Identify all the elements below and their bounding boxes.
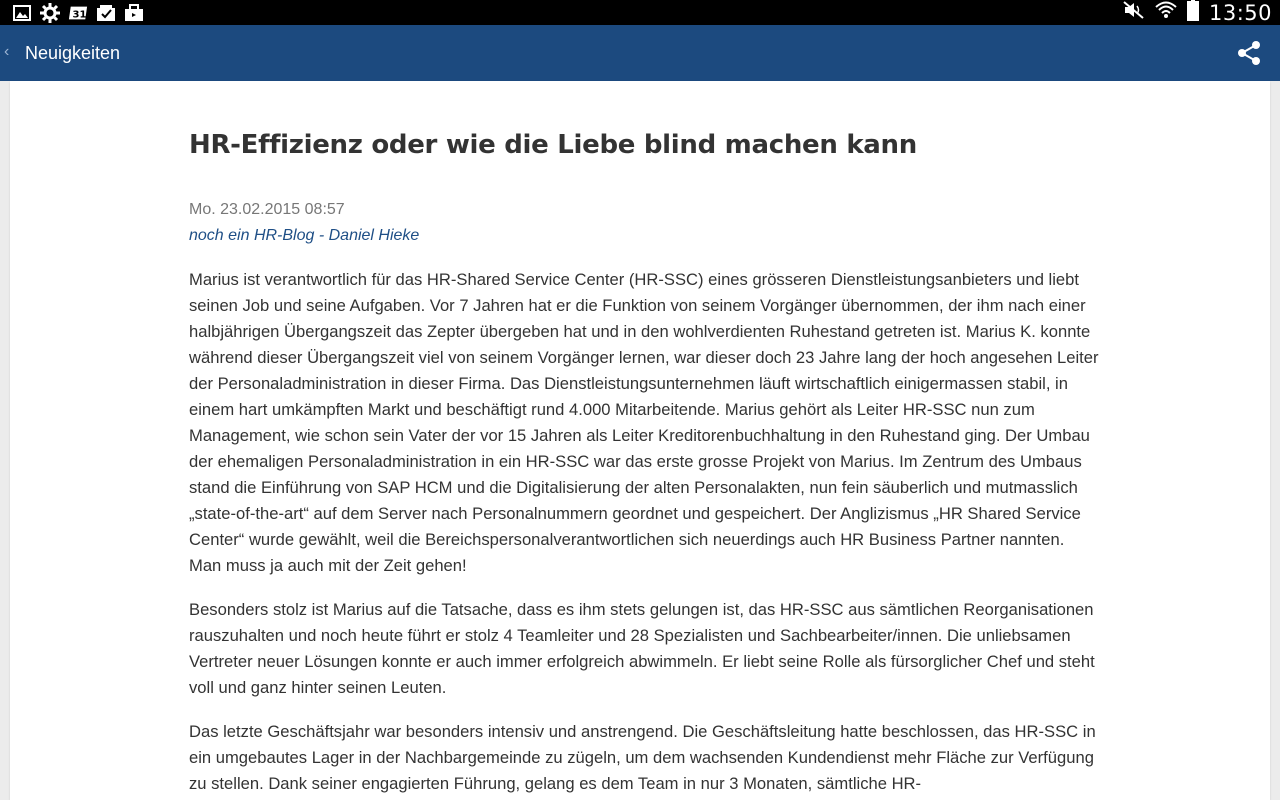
app-bar-title: Neuigkeiten bbox=[25, 43, 121, 63]
svg-text:31: 31 bbox=[72, 9, 87, 21]
image-icon bbox=[12, 4, 32, 21]
back-button[interactable]: ‹ bbox=[4, 43, 10, 60]
briefcase-icon bbox=[124, 4, 144, 21]
article-source-link[interactable]: noch ein HR-Blog - Daniel Hieke bbox=[189, 227, 420, 244]
wifi-icon bbox=[1155, 0, 1177, 25]
share-icon[interactable] bbox=[1236, 40, 1262, 66]
notification-icons bbox=[12, 4, 144, 21]
checklist-icon bbox=[96, 4, 116, 21]
status-bar bbox=[0, 0, 1280, 25]
article-title: HR-Effizienz oder wie die Liebe blind machen kann bbox=[189, 130, 917, 160]
article-date: Mo. 23.02.2015 08:57 bbox=[189, 201, 345, 218]
article bbox=[189, 126, 1099, 797]
calendar-icon bbox=[68, 4, 88, 21]
article-paragraph: Marius ist verantwortlich für das HR-Shared Service Center (HR-SSC) eines grösseren Dienstleistungsanbieters und liebt seinen Job und seine Aufgaben. Vor 7 Jahren hat er die Funktion von seinem Vorgänger übernommen, der ihm nach einer halbjährigen Übergangszeit das Zepter übergeben hat und in den wohlverdienten Ruhestand getreten ist. Marius K. konnte während dieser Übergangszeit viel von seinem Vorgänger lernen, war dieser doch 23 Jahre lang der hoch angesehen Leiter der Personaladministration in dieser Firma. Das Dienstleistungsunternehmen läuft wirtschaftlich einigermassen stabil, in einem hart umkämpften Markt und beschäftigt rund 4.000 Mitarbeitende. Marius gehört als Leiter HR-SSC nun zum Management, wie schon sein Vater der vor 15 Jahren als Leiter Kreditorenbuchhaltung in den Ruhestand ging. Der Umbau der ehemaligen Personaladministration in ein HR-SSC war das erste grosse Projekt von Marius. Im Zentrum des Umbaus stand die Einführung von SAP HCM und die Digitalisierung der alten Personalakten, nun fein säuberlich und mutmasslich „state-of-the-art“ auf dem Server nach Personalnummern geordnet und gespeichert. Der Anglizismus „HR Shared Service Center“ wurde gewählt, weil die Bereichspersonalverantwortlichen sich neuerdings auch HR Business Partner nannten. Man muss ja auch mit der Zeit gehen! bbox=[189, 270, 1099, 575]
battery-icon bbox=[1187, 0, 1199, 26]
settings-icon bbox=[40, 4, 60, 21]
article-paragraph: Besonders stolz ist Marius auf die Tatsache, dass es ihm stets gelungen ist, das HR-SSC aus sämtlichen Reorganisationen rauszuhalten und noch heute führt er stolz 4 Teamleiter und 28 Spezialisten und Sachbearbeiter/innen. Die unliebsamen Vertreter neuer Lösungen konnte er auch immer erfolgreich abwimmeln. Er liebt seine Rolle als fürsorglicher Chef und steht voll und ganz hinter seinen Leuten. bbox=[189, 600, 1095, 697]
clock: 13:50 bbox=[1208, 0, 1272, 25]
system-icons bbox=[1123, 0, 1272, 25]
article-paragraph: Das letzte Geschäftsjahr war besonders intensiv und anstrengend. Die Geschäftsleitung hatte beschlossen, das HR-SSC in ein umgebautes Lager in der Nachbargemeinde zu zügeln, um dem wachsenden Kundendienst mehr Fläche zur Verfügung zu stellen. Dank seiner engagierten Führung, gelang es dem Team in nur 3 Monaten, sämtliche HR- bbox=[189, 722, 1096, 793]
article-card bbox=[10, 81, 1270, 800]
mute-icon bbox=[1123, 1, 1145, 24]
app-bar bbox=[0, 25, 1280, 81]
